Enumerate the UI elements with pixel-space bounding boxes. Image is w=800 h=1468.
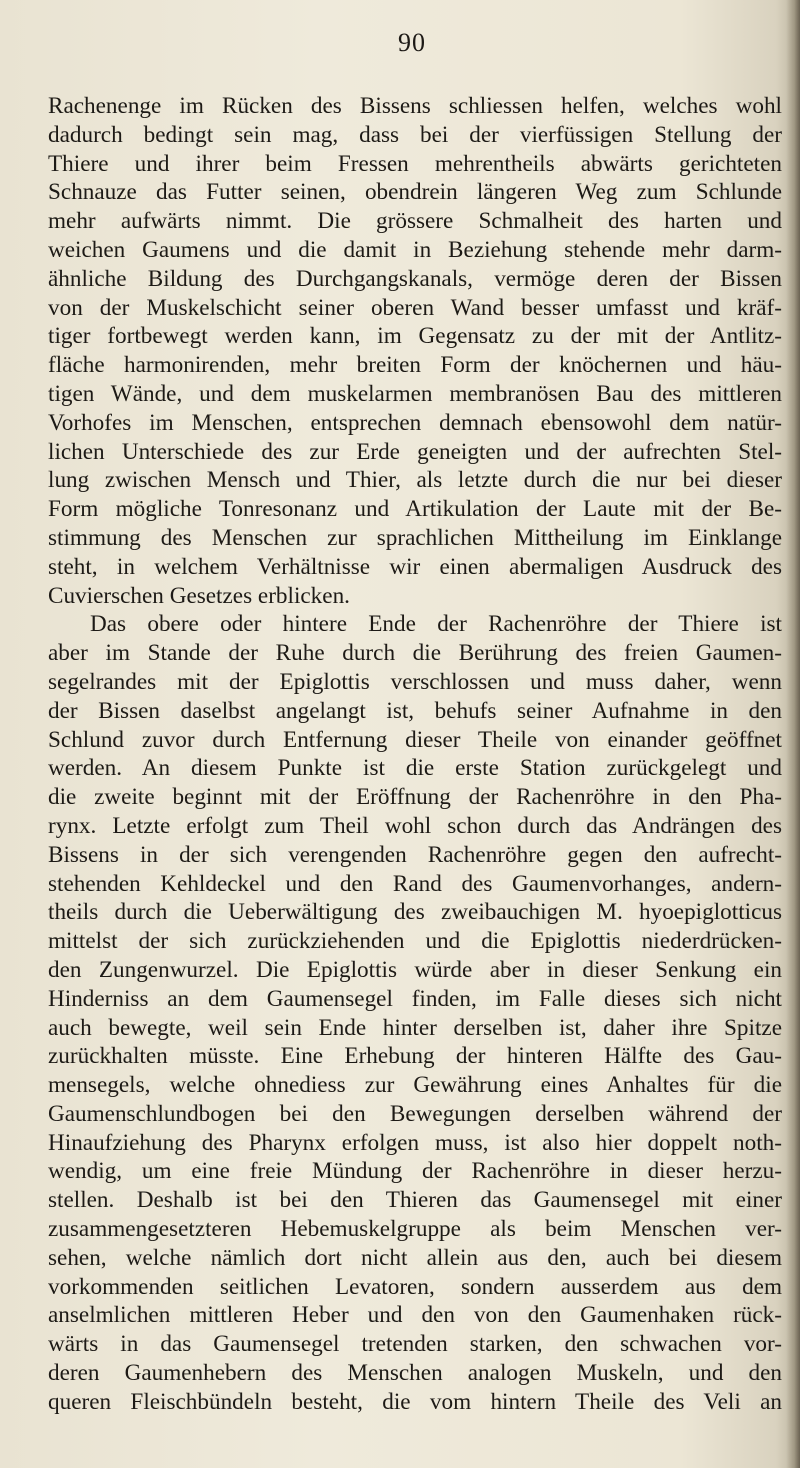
- text-line: stimmung des Menschen zur sprachlichen Mittheilung im Einklange: [48, 524, 782, 551]
- text-line: Form mögliche Tonresonanz und Artikulation der Laute mit der Be-: [48, 496, 782, 523]
- text-line: Vorhofes im Menschen, entsprechen demnach ebensowohl dem natür-: [48, 409, 782, 436]
- text-line: zusammengesetzteren Hebemuskelgruppe als beim Menschen ver-: [48, 1216, 782, 1243]
- text-line: deren Gaumenhebern des Menschen analogen Muskeln, und den: [48, 1360, 782, 1387]
- text-line: steht, in welchem Verhältnisse wir einen abermaligen Ausdruck des: [48, 553, 782, 580]
- text-line: stellen. Deshalb ist bei den Thieren das Gaumensegel mit einer: [48, 1187, 782, 1214]
- text-line: auch bewegte, weil sein Ende hinter derselben ist, daher ihre Spitze: [48, 1014, 782, 1041]
- text-line: Schlund zuvor durch Entfernung dieser Theile von einander geöffnet: [48, 726, 782, 753]
- text-line: tiger fortbewegt werden kann, im Gegensatz zu der mit der Antlitz-: [48, 323, 782, 350]
- text-line: anselmlichen mittleren Heber und den von den Gaumenhaken rück-: [48, 1302, 782, 1329]
- text-line: queren Fleischbündeln besteht, die vom hintern Theile des Veli an: [48, 1388, 782, 1415]
- text-line: mehr aufwärts nimmt. Die grössere Schmalheit des harten und: [48, 208, 782, 235]
- text-line: mittelst der sich zurückziehenden und die Epiglottis niederdrücken-: [48, 928, 782, 955]
- text-line: Bissens in der sich verengenden Rachenröhre gegen den aufrecht-: [48, 841, 782, 868]
- text-line: von der Muskelschicht seiner oberen Wand besser umfasst und kräf-: [48, 294, 782, 321]
- text-line: Thiere und ihrer beim Fressen mehrentheils abwärts gerichteten: [48, 150, 782, 177]
- text-line: Das obere oder hintere Ende der Rachenröhre der Thiere ist: [90, 611, 782, 638]
- text-line: den Zungenwurzel. Die Epiglottis würde aber in dieser Senkung ein: [48, 956, 782, 983]
- text-line: ähnliche Bildung des Durchgangskanals, vermöge deren der Bissen: [48, 265, 782, 292]
- text-line: lichen Unterschiede des zur Erde geneigten und der aufrechten Stel-: [48, 438, 782, 465]
- text-line: dadurch bedingt sein mag, dass bei der vierfüssigen Stellung der: [48, 121, 782, 148]
- text-line: zurückhalten müsste. Eine Erhebung der hinteren Hälfte des Gau-: [48, 1043, 782, 1070]
- text-line: aber im Stande der Ruhe durch die Berührung des freien Gaumen-: [48, 640, 782, 667]
- text-line: tigen Wände, und dem muskelarmen membranösen Bau des mittleren: [48, 380, 782, 407]
- text-line: segelrandes mit der Epiglottis verschlossen und muss daher, wenn: [48, 668, 782, 695]
- text-line: Gaumenschlundbogen bei den Bewegungen derselben während der: [48, 1100, 782, 1127]
- text-line: wärts in das Gaumensegel tretenden starken, den schwachen vor-: [48, 1331, 782, 1358]
- text-line: sehen, welche nämlich dort nicht allein aus den, auch bei diesem: [48, 1244, 782, 1271]
- page-edge-shadow: [786, 0, 800, 1468]
- text-line: Hinaufziehung des Pharynx erfolgen muss, ist also hier doppelt noth-: [48, 1129, 782, 1156]
- text-line: fläche harmonirenden, mehr breiten Form der knöchernen und häu-: [48, 352, 782, 379]
- text-line: Hinderniss an dem Gaumensegel finden, im Falle dieses sich nicht: [48, 985, 782, 1012]
- page-number: 90: [398, 28, 426, 57]
- text-line: mensegels, welche ohnediess zur Gewährung eines Anhaltes für die: [48, 1072, 782, 1099]
- text-line: vorkommenden seitlichen Levatoren, sondern ausserdem aus dem: [48, 1273, 782, 1300]
- text-line: rynx. Letzte erfolgt zum Theil wohl schon durch das Andrängen des: [48, 812, 782, 839]
- text-line: theils durch die Ueberwältigung des zweibauchigen M. hyoepiglotticus: [48, 899, 782, 926]
- text-line: wendig, um eine freie Mündung der Rachenröhre in dieser herzu-: [48, 1158, 782, 1185]
- text-line: weichen Gaumens und die damit in Beziehung stehende mehr darm-: [48, 236, 782, 263]
- text-line: stehenden Kehldeckel und den Rand des Gaumenvorhanges, andern-: [48, 870, 782, 897]
- text-line: Schnauze das Futter seinen, obendrein längeren Weg zum Schlunde: [48, 179, 782, 206]
- text-line: der Bissen daselbst angelangt ist, behufs seiner Aufnahme in den: [48, 697, 782, 724]
- body-text: [48, 92, 782, 1417]
- text-line: die zweite beginnt mit der Eröffnung der Rachenröhre in den Pha-: [48, 784, 782, 811]
- text-line: Cuvierschen Gesetzes erblicken.: [48, 582, 350, 609]
- text-line: werden. An diesem Punkte ist die erste Station zurückgelegt und: [48, 755, 782, 782]
- text-line: Rachenenge im Rücken des Bissens schliessen helfen, welches wohl: [48, 93, 782, 119]
- text-line: lung zwischen Mensch und Thier, als letzte durch die nur bei dieser: [48, 467, 782, 494]
